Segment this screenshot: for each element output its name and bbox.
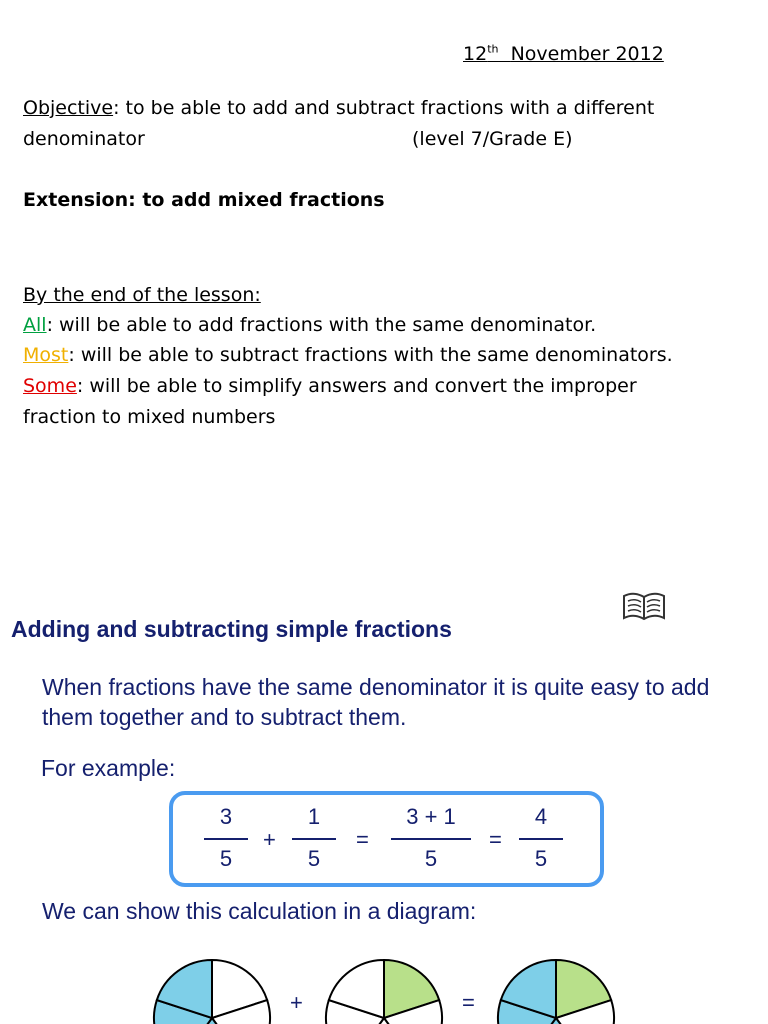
plus-sign: + xyxy=(263,827,276,852)
numerator: 3 + 1 xyxy=(406,804,456,829)
book-icon xyxy=(621,588,667,622)
outcome-all xyxy=(23,314,596,336)
objective-text-continued: denominator xyxy=(23,128,145,150)
most-text: : will be able to subtract fractions with the same denominators. xyxy=(68,344,673,366)
objective-line xyxy=(23,97,654,119)
fraction-one-fifth xyxy=(292,804,336,872)
numerator: 1 xyxy=(307,804,321,829)
intro-paragraph: When fractions have the same denominator it is quite easy to add them together and to subtract them. xyxy=(42,674,710,730)
all-text: : will be able to add fractions with the same denominator. xyxy=(46,314,597,336)
fraction-bar xyxy=(391,838,471,840)
by-the-end-heading: By the end of the lesson: xyxy=(23,284,261,306)
date-day: 12 xyxy=(463,43,488,66)
some-text: : will be able to simplify answers and convert the improper xyxy=(76,375,637,397)
numerator: 3 xyxy=(219,804,233,829)
fraction-bar xyxy=(204,838,248,840)
denominator: 5 xyxy=(307,846,321,871)
denominator: 5 xyxy=(219,846,233,871)
fraction-bar xyxy=(292,838,336,840)
lesson-date xyxy=(463,43,664,65)
diagram-caption: We can show this calculation in a diagram: xyxy=(42,898,477,924)
objective-label: Objective xyxy=(23,97,114,119)
some-text-continued: fraction to mixed numbers xyxy=(23,406,276,428)
date-suffix: th xyxy=(487,43,499,56)
equation-box xyxy=(169,791,604,887)
extension-text: Extension: to add mixed fractions xyxy=(23,189,385,211)
denominator: 5 xyxy=(424,846,438,871)
objective-level: (level 7/Grade E) xyxy=(412,128,573,150)
denominator: 5 xyxy=(534,846,548,871)
diagram-equals-sign: = xyxy=(462,990,475,1015)
for-example-label: For example: xyxy=(41,755,176,781)
numerator: 4 xyxy=(534,804,548,829)
date-rest: November 2012 xyxy=(510,43,664,66)
all-label: All xyxy=(23,314,47,336)
pie-one-fifth xyxy=(326,960,442,1024)
fractions-slide xyxy=(0,580,768,1024)
pie-four-fifths xyxy=(498,960,614,1024)
pie-three-fifths xyxy=(154,960,270,1024)
outcome-some xyxy=(23,375,637,397)
fraction-bar xyxy=(519,838,563,840)
objective-text: : to be able to add and subtract fractions with a different xyxy=(113,97,655,119)
fraction-diagram xyxy=(0,938,768,1024)
most-label: Most xyxy=(23,344,69,366)
some-label: Some xyxy=(23,375,77,397)
fraction-four-fifths xyxy=(519,804,563,872)
fraction-sum xyxy=(391,804,471,872)
fraction-three-fifths xyxy=(204,804,248,872)
equals-sign: = xyxy=(489,827,502,852)
diagram-plus-sign: + xyxy=(290,990,303,1015)
outcome-most xyxy=(23,344,673,366)
slide-heading: Adding and subtracting simple fractions xyxy=(11,616,452,642)
equals-sign: = xyxy=(356,827,369,852)
